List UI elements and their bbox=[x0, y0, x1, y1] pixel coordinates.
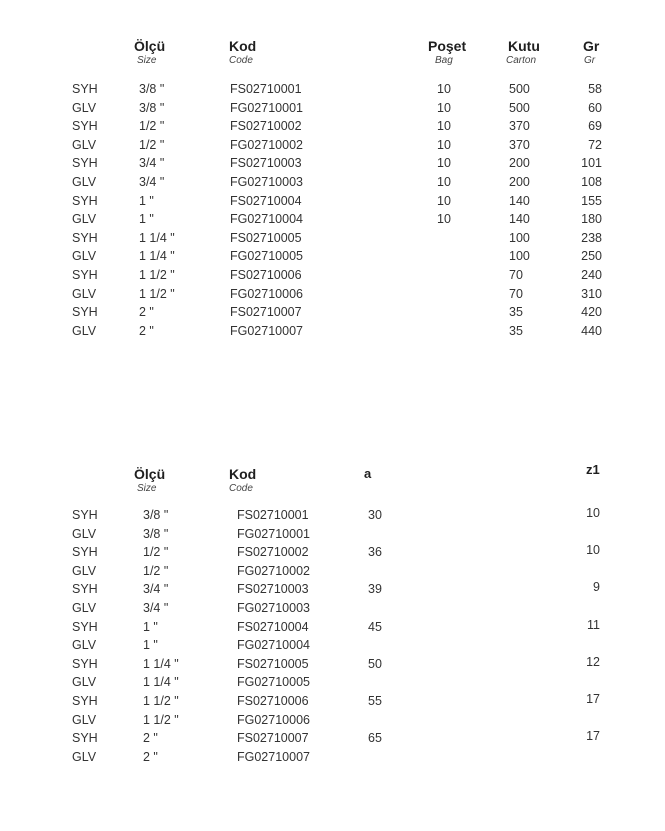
bag-cell: 10 bbox=[437, 137, 451, 152]
type-cell: GLV bbox=[72, 749, 97, 764]
gr-cell: 240 bbox=[581, 268, 602, 282]
type-cell: SYH bbox=[72, 731, 98, 746]
size-cell: 1 1/2 " bbox=[143, 694, 179, 708]
size-cell: 2 " bbox=[139, 323, 154, 338]
z1-cell: 9 bbox=[593, 580, 600, 595]
code-cell: FG02710007 bbox=[230, 323, 303, 338]
gr-cell: 155 bbox=[581, 193, 602, 208]
code-cell: FS02710007 bbox=[237, 731, 309, 746]
type-cell: SYH bbox=[72, 656, 98, 671]
type-cell: GLV bbox=[72, 601, 97, 615]
code-cell: FS02710001 bbox=[230, 82, 302, 96]
table-row bbox=[0, 581, 665, 599]
size-cell: 3/4 " bbox=[143, 601, 169, 615]
code-cell: FS02710005 bbox=[230, 230, 302, 245]
type-cell: GLV bbox=[72, 563, 97, 578]
code-cell: FS02710003 bbox=[237, 582, 309, 597]
type-cell: GLV bbox=[72, 137, 97, 152]
type-cell: GLV bbox=[72, 100, 97, 115]
type-cell: SYH bbox=[72, 619, 98, 634]
a-cell: 50 bbox=[368, 656, 382, 671]
size-cell: 3/8 " bbox=[143, 508, 169, 522]
t1-header-code-en: Code bbox=[229, 55, 253, 66]
table-row bbox=[0, 600, 665, 618]
t2-header-code: Kod bbox=[229, 466, 257, 482]
code-cell: FG02710005 bbox=[237, 675, 310, 690]
gr-cell: 238 bbox=[581, 230, 602, 245]
size-cell: 1 " bbox=[143, 638, 158, 653]
carton-cell: 500 bbox=[509, 82, 530, 96]
carton-cell: 70 bbox=[509, 286, 523, 301]
type-cell: SYH bbox=[72, 268, 98, 282]
bag-cell: 10 bbox=[437, 119, 451, 134]
size-cell: 1 1/2 " bbox=[143, 712, 179, 727]
type-cell: GLV bbox=[72, 286, 97, 301]
code-cell: FG02710002 bbox=[230, 137, 303, 152]
gr-cell: 58 bbox=[588, 82, 602, 96]
carton-cell: 140 bbox=[509, 212, 530, 227]
gr-cell: 60 bbox=[588, 100, 602, 115]
gr-cell: 180 bbox=[581, 212, 602, 227]
carton-cell: 35 bbox=[509, 323, 523, 338]
type-cell: SYH bbox=[72, 582, 98, 597]
table-row bbox=[0, 137, 665, 155]
code-cell: FG02710001 bbox=[230, 100, 303, 115]
table-row bbox=[0, 563, 665, 581]
type-cell: SYH bbox=[72, 545, 98, 560]
bag-cell: 10 bbox=[437, 175, 451, 189]
type-cell: GLV bbox=[72, 526, 97, 541]
type-cell: SYH bbox=[72, 82, 98, 96]
size-cell: 1 1/4 " bbox=[143, 656, 179, 671]
code-cell: FG02710007 bbox=[237, 749, 310, 764]
type-cell: SYH bbox=[72, 230, 98, 245]
size-cell: 1 1/4 " bbox=[139, 230, 175, 245]
table-row bbox=[0, 193, 665, 211]
gr-cell: 310 bbox=[581, 286, 602, 301]
carton-cell: 200 bbox=[509, 156, 530, 171]
table-row bbox=[0, 81, 665, 99]
gr-cell: 72 bbox=[588, 137, 602, 152]
code-cell: FS02710006 bbox=[230, 268, 302, 282]
size-cell: 1 " bbox=[139, 193, 154, 208]
table-row bbox=[0, 637, 665, 655]
size-cell: 3/4 " bbox=[139, 156, 165, 171]
bag-cell: 10 bbox=[437, 212, 451, 227]
code-cell: FS02710005 bbox=[237, 656, 309, 671]
code-cell: FS02710002 bbox=[237, 545, 309, 560]
type-cell: GLV bbox=[72, 323, 97, 338]
table-row bbox=[0, 286, 665, 304]
t1-header-bag-en: Bag bbox=[435, 55, 453, 66]
bag-cell: 10 bbox=[437, 82, 451, 96]
carton-cell: 370 bbox=[509, 119, 530, 134]
code-cell: FS02710003 bbox=[230, 156, 302, 171]
carton-cell: 140 bbox=[509, 193, 530, 208]
gr-cell: 101 bbox=[581, 156, 602, 171]
type-cell: SYH bbox=[72, 193, 98, 208]
t2-header-z1: z1 bbox=[586, 462, 600, 477]
type-cell: GLV bbox=[72, 675, 97, 690]
size-cell: 3/8 " bbox=[139, 82, 165, 96]
type-cell: GLV bbox=[72, 712, 97, 727]
t1-header-code: Kod bbox=[229, 38, 257, 54]
z1-cell: 11 bbox=[587, 617, 600, 632]
size-cell: 1 " bbox=[139, 212, 154, 227]
t1-header-bag: Poşet bbox=[428, 38, 467, 54]
code-cell: FG02710002 bbox=[237, 563, 310, 578]
z1-cell: 12 bbox=[586, 654, 600, 669]
table-row bbox=[0, 526, 665, 544]
gr-cell: 440 bbox=[581, 323, 602, 338]
table-row bbox=[0, 507, 665, 525]
type-cell: SYH bbox=[72, 694, 98, 708]
z1-cell: 17 bbox=[586, 692, 600, 706]
a-cell: 65 bbox=[368, 731, 382, 746]
table-row bbox=[0, 230, 665, 248]
code-cell: FG02710004 bbox=[237, 638, 310, 653]
bag-cell: 10 bbox=[437, 100, 451, 115]
t1-header-gr: Gr bbox=[583, 38, 600, 54]
code-cell: FG02710003 bbox=[237, 601, 310, 615]
carton-cell: 500 bbox=[509, 100, 530, 115]
type-cell: GLV bbox=[72, 212, 97, 227]
t2-header-size: Ölçü bbox=[134, 466, 166, 482]
size-cell: 1 1/2 " bbox=[139, 286, 175, 301]
size-cell: 1 " bbox=[143, 619, 158, 634]
table-row bbox=[0, 323, 665, 341]
carton-cell: 70 bbox=[509, 268, 523, 282]
table-row bbox=[0, 749, 665, 767]
t1-header-size: Ölçü bbox=[134, 38, 166, 54]
size-cell: 2 " bbox=[143, 731, 158, 746]
carton-cell: 35 bbox=[509, 305, 523, 320]
table-row bbox=[0, 118, 665, 136]
size-cell: 1/2 " bbox=[143, 563, 169, 578]
size-cell: 1/2 " bbox=[139, 119, 165, 134]
carton-cell: 100 bbox=[509, 249, 530, 264]
a-cell: 55 bbox=[368, 694, 382, 708]
code-cell: FG02710006 bbox=[237, 712, 310, 727]
table-row bbox=[0, 174, 665, 192]
code-cell: FG02710001 bbox=[237, 526, 310, 541]
carton-cell: 370 bbox=[509, 137, 530, 152]
code-cell: FS02710002 bbox=[230, 119, 302, 134]
table-row bbox=[0, 155, 665, 173]
t2-header-size-en: Size bbox=[137, 483, 157, 494]
table-row bbox=[0, 211, 665, 229]
a-cell: 39 bbox=[368, 582, 382, 597]
type-cell: GLV bbox=[72, 638, 97, 653]
t1-header-carton: Kutu bbox=[508, 38, 540, 54]
table-row bbox=[0, 619, 665, 637]
size-cell: 3/8 " bbox=[139, 100, 165, 115]
type-cell: SYH bbox=[72, 305, 98, 320]
z1-cell: 10 bbox=[586, 543, 600, 558]
size-cell: 1/2 " bbox=[139, 137, 165, 152]
bag-cell: 10 bbox=[437, 193, 451, 208]
z1-cell: 17 bbox=[586, 729, 600, 744]
size-cell: 3/4 " bbox=[143, 582, 169, 597]
gr-cell: 250 bbox=[581, 249, 602, 264]
z1-cell: 10 bbox=[586, 506, 600, 520]
gr-cell: 69 bbox=[588, 119, 602, 134]
code-cell: FS02710007 bbox=[230, 305, 302, 320]
code-cell: FS02710004 bbox=[237, 619, 309, 634]
size-cell: 2 " bbox=[139, 305, 154, 320]
code-cell: FG02710005 bbox=[230, 249, 303, 264]
table-row bbox=[0, 656, 665, 674]
a-cell: 45 bbox=[368, 619, 382, 634]
t2-header-a: a bbox=[364, 466, 372, 481]
table-row bbox=[0, 544, 665, 562]
code-cell: FS02710004 bbox=[230, 193, 302, 208]
a-cell: 30 bbox=[368, 508, 382, 522]
code-cell: FS02710006 bbox=[237, 694, 309, 708]
type-cell: GLV bbox=[72, 249, 97, 264]
table-row bbox=[0, 267, 665, 285]
a-cell: 36 bbox=[368, 545, 382, 560]
size-cell: 1 1/4 " bbox=[139, 249, 175, 264]
table-row bbox=[0, 100, 665, 118]
type-cell: SYH bbox=[72, 508, 98, 522]
t1-header-carton-en: Carton bbox=[506, 55, 537, 66]
size-cell: 3/4 " bbox=[139, 175, 165, 189]
type-cell: GLV bbox=[72, 175, 97, 189]
size-cell: 3/8 " bbox=[143, 526, 169, 541]
size-cell: 1 1/2 " bbox=[139, 268, 175, 282]
code-cell: FG02710004 bbox=[230, 212, 303, 227]
t2-header-code-en: Code bbox=[229, 483, 253, 494]
table-row bbox=[0, 304, 665, 322]
table-row bbox=[0, 693, 665, 711]
size-cell: 2 " bbox=[143, 749, 158, 764]
table-row bbox=[0, 730, 665, 748]
carton-cell: 100 bbox=[509, 230, 530, 245]
size-cell: 1 1/4 " bbox=[143, 675, 179, 690]
code-cell: FS02710001 bbox=[237, 508, 309, 522]
carton-cell: 200 bbox=[509, 175, 530, 189]
t1-header-size-en: Size bbox=[137, 55, 157, 66]
code-cell: FG02710006 bbox=[230, 286, 303, 301]
bag-cell: 10 bbox=[437, 156, 451, 171]
code-cell: FG02710003 bbox=[230, 175, 303, 189]
size-cell: 1/2 " bbox=[143, 545, 169, 560]
t1-header-gr-en: Gr bbox=[584, 55, 596, 66]
table-row bbox=[0, 674, 665, 692]
type-cell: SYH bbox=[72, 156, 98, 171]
table-row bbox=[0, 248, 665, 266]
type-cell: SYH bbox=[72, 119, 98, 134]
gr-cell: 108 bbox=[581, 175, 602, 189]
gr-cell: 420 bbox=[581, 305, 602, 320]
table-row bbox=[0, 712, 665, 730]
